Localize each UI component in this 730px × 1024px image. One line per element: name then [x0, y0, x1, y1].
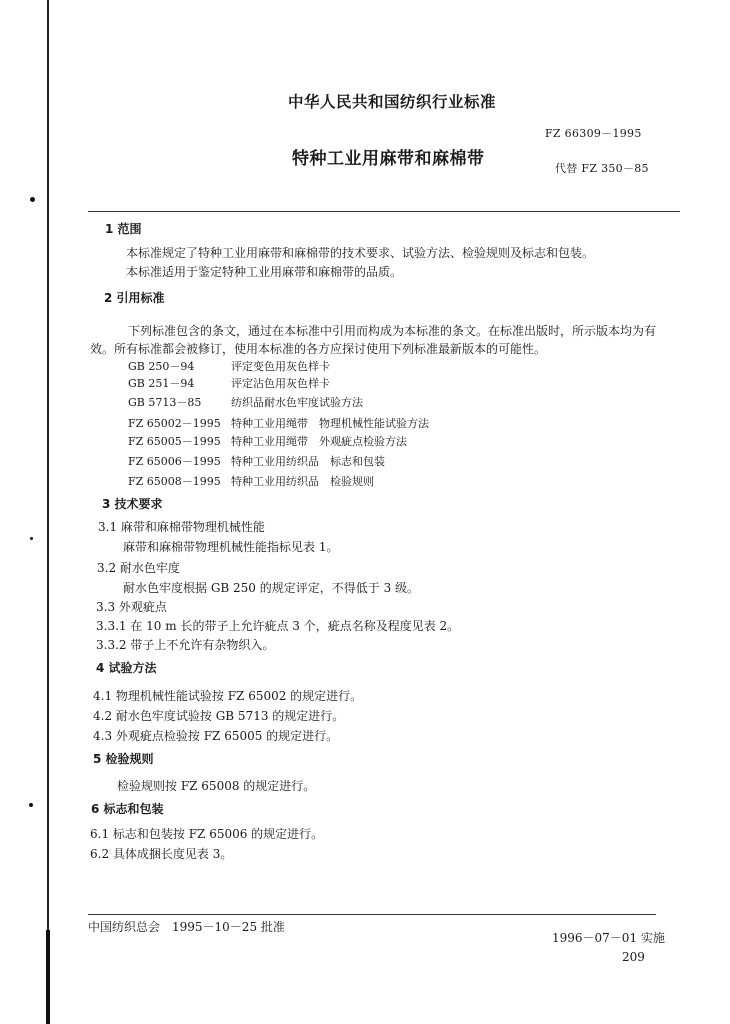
section-5-text: 检验规则按 FZ 65008 的规定进行。	[117, 779, 316, 793]
section-2-intro: 效。所有标准都会被修订，使用本标准的各方应探讨使用下列标准最新版本的可能性。	[90, 342, 547, 356]
clause-4-3: 4.3 外观疵点检验按 FZ 65005 的规定进行。	[93, 729, 339, 743]
reference-title: 评定变色用灰色样卡	[231, 360, 330, 373]
header-rule	[88, 211, 680, 212]
clause-3-3-1: 3.3.1 在 10 m 长的带子上允许疵点 3 个，疵点名称及程度见表 2。	[96, 619, 460, 633]
reference-code: GB 250－94	[128, 360, 195, 373]
reference-title: 特种工业用绳带 外观疵点检验方法	[231, 435, 407, 448]
section-1-paragraph: 本标准规定了特种工业用麻带和麻棉带的技术要求、试验方法、检验规则及标志和包装。	[126, 246, 595, 260]
clause-3-1-text: 麻带和麻棉带物理机械性能指标见表 1。	[123, 540, 339, 554]
scan-speck	[29, 803, 33, 807]
section-6-heading: 6 标志和包装	[91, 802, 164, 816]
scan-speck	[30, 537, 33, 540]
reference-title: 特种工业用纺织品 标志和包装	[231, 455, 385, 468]
reference-code: FZ 65005－1995	[128, 435, 221, 448]
effective-date: 1996－07－01 实施	[552, 931, 665, 945]
section-5-heading: 5 检验规则	[93, 752, 154, 766]
org-title: 中华人民共和国纺织行业标准	[288, 93, 497, 111]
page-number: 209	[622, 950, 645, 964]
clause-4-1: 4.1 物理机械性能试验按 FZ 65002 的规定进行。	[93, 689, 363, 703]
standard-number: FZ 66309－1995	[545, 127, 642, 140]
clause-3-3: 3.3 外观疵点	[96, 600, 167, 614]
clause-3-3-2: 3.3.2 带子上不允许有杂物织入。	[96, 638, 275, 652]
scan-edge-shadow	[47, 0, 49, 1024]
reference-title: 特种工业用纺织品 检验规则	[231, 475, 374, 488]
section-1-heading: 1 范围	[105, 222, 142, 236]
section-1-paragraph: 本标准适用于鉴定特种工业用麻带和麻棉带的品质。	[126, 265, 403, 279]
reference-code: GB 5713－85	[128, 396, 202, 409]
reference-title: 特种工业用绳带 物理机械性能试验方法	[231, 417, 429, 430]
clause-6-1: 6.1 标志和包装按 FZ 65006 的规定进行。	[90, 827, 324, 841]
scan-edge-shadow-bottom	[46, 930, 50, 1024]
reference-code: FZ 65006－1995	[128, 455, 221, 468]
approval-line: 中国纺织总会 1995－10－25 批准	[88, 920, 285, 934]
clause-3-1: 3.1 麻带和麻棉带物理机械性能	[98, 520, 265, 534]
reference-title: 纺织品耐水色牢度试验方法	[231, 396, 363, 409]
reference-code: FZ 65008－1995	[128, 475, 221, 488]
reference-code: FZ 65002－1995	[128, 417, 221, 430]
clause-6-2: 6.2 具体成捆长度见表 3。	[90, 847, 233, 861]
section-2-heading: 2 引用标准	[104, 291, 165, 305]
section-4-heading: 4 试验方法	[96, 661, 157, 675]
clause-4-2: 4.2 耐水色牢度试验按 GB 5713 的规定进行。	[93, 709, 345, 723]
section-3-heading: 3 技术要求	[102, 497, 163, 511]
footer-rule	[88, 914, 656, 915]
section-2-intro: 下列标准包含的条文，通过在本标准中引用而构成为本标准的条文。在标准出版时，所示版本均为有	[128, 324, 657, 338]
clause-3-2-text: 耐水色牢度根据 GB 250 的规定评定，不得低于 3 级。	[123, 581, 420, 595]
document-title: 特种工业用麻带和麻棉带	[292, 149, 485, 169]
replaces-standard: 代替 FZ 350－85	[555, 162, 649, 175]
reference-title: 评定沾色用灰色样卡	[231, 377, 330, 390]
clause-3-2: 3.2 耐水色牢度	[97, 561, 180, 575]
scan-speck	[30, 197, 35, 202]
reference-code: GB 251－94	[128, 377, 195, 390]
